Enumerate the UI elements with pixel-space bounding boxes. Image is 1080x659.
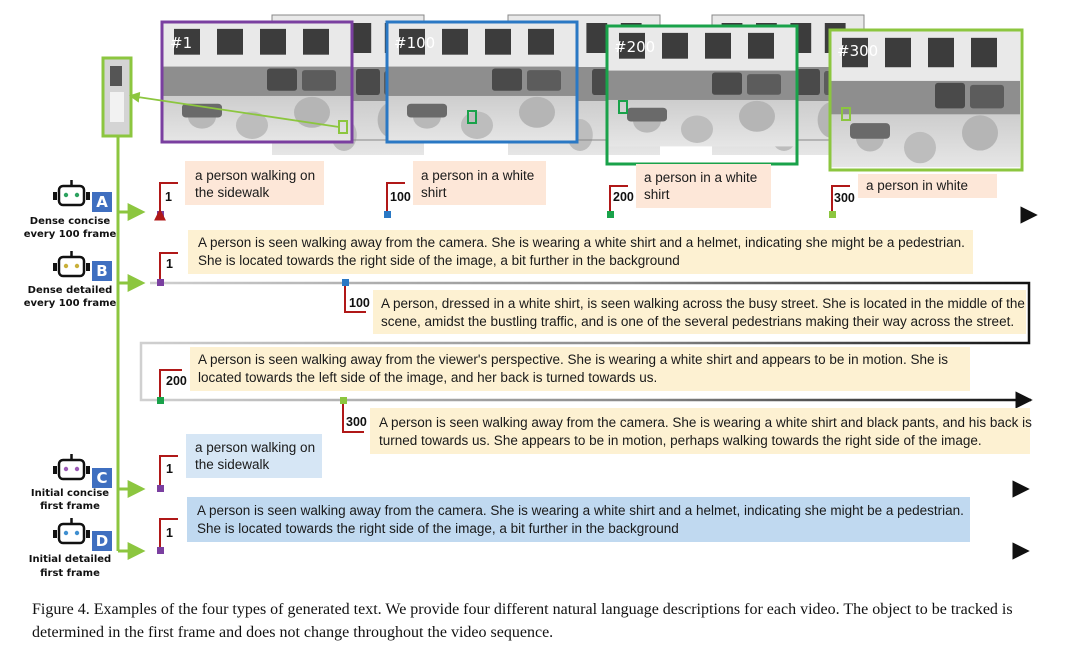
row-b-badge: B [96,262,108,280]
frame-number: 300 [346,415,367,429]
row-c-line2: first frame [40,501,100,512]
frame-number: 1 [165,190,172,204]
desc-line: She is located towards the right side of the image, a bit further in the background [198,253,680,268]
desc-line: She is located towards the right side of the image, a bit further in the background [197,521,679,536]
row-b-line2: every 100 frame [23,298,117,309]
desc-line: shirt [421,185,447,200]
desc-line: located towards the left side of the image, and her back is turned towards us. [198,370,658,385]
desc-line: a person walking on [195,168,316,183]
frame-1-label: #1 [170,34,193,52]
desc-line: shirt [644,187,670,202]
robot-icon [53,518,90,543]
frame-number: 100 [349,296,370,310]
frame-number: 200 [166,374,187,388]
row-a-badge: A [96,193,108,211]
desc-line: a person in a white [421,168,535,183]
frame-thumbnails [162,15,1022,170]
desc-line: the sidewalk [195,457,270,472]
frame-200-label: #200 [614,38,656,56]
frame-100 [387,22,577,142]
frame-100-label: #100 [394,34,436,52]
desc-line: A person is seen walking away from the camera. She is wearing a white shirt and a helmet, indicating she might be a pedestrian. [198,235,965,250]
row-d-badge: D [95,532,109,550]
desc-line: A person is seen walking away from the camera. She is wearing a white shirt and black pants, and his back is [379,415,1032,430]
timeline-c [150,485,1028,492]
row-b-line1: Dense detailed [27,285,113,296]
desc-a-frame1 [160,161,324,211]
desc-line: the sidewalk [195,185,270,200]
desc-b-frame300 [343,404,1032,454]
row-c-line1: Initial concise [30,488,110,499]
row-a-label [24,180,117,240]
robot-icon [53,180,90,205]
row-a-line2: every 100 frame [23,229,117,240]
desc-a-frame200 [610,164,771,211]
desc-line: turned towards us. She appears to be in motion, perhaps walking towards the right side of the image. [379,433,982,448]
desc-b-frame1 [160,230,973,279]
row-c-badge: C [96,469,108,487]
desc-a-frame300 [832,174,997,211]
row-b-label [24,251,117,309]
desc-line: A person is seen walking away from the viewer's perspective. She is wearing a white shirt and appears to be in motion. She is [198,352,948,367]
desc-line: A person is seen walking away from the camera. She is wearing a white shirt and a helmet, indicating she might be a pedestrian. [197,503,964,518]
frame-300 [830,30,1022,170]
frame-number: 1 [166,257,173,271]
figure-caption: Figure 4. Examples of the four types of generated text. We provide four different natural language descriptions for each video. The object to be tracked is determined in the first frame and does not change throughout the video sequence. [32,601,1013,641]
frame-200 [607,26,797,164]
tracker-connectors [118,136,142,551]
desc-d-frame1 [160,497,970,547]
desc-c-frame1 [160,434,322,485]
row-d-line2: first frame [40,568,100,579]
desc-a-frame100 [387,161,546,211]
frame-number: 1 [166,462,173,476]
row-c-label [31,454,112,512]
frame-number: 1 [166,526,173,540]
desc-line: a person walking on [195,440,316,455]
row-a-line1: Dense concise [29,216,111,227]
robot-icon [53,251,90,276]
desc-b-frame200 [160,347,970,397]
timeline-a [150,211,1036,218]
robot-icon [53,454,90,479]
desc-line: a person in a white [644,170,758,185]
desc-line: scene, amidst the bustling traffic, and is one of the several pedestrians making their way across the street. [381,314,1015,329]
timeline-d [150,547,1028,554]
desc-line: a person in white [866,178,969,193]
frame-number: 100 [390,190,411,204]
desc-b-frame100 [345,286,1026,334]
desc-line: A person, dressed in a white shirt, is seen walking across the busy street. She is located in the middle of the [381,296,1025,311]
frame-number: 200 [613,190,634,204]
frame-number: 300 [834,191,855,205]
row-d-label [29,518,112,579]
row-d-line1: Initial detailed [28,554,112,565]
frame-300-label: #300 [837,42,879,60]
